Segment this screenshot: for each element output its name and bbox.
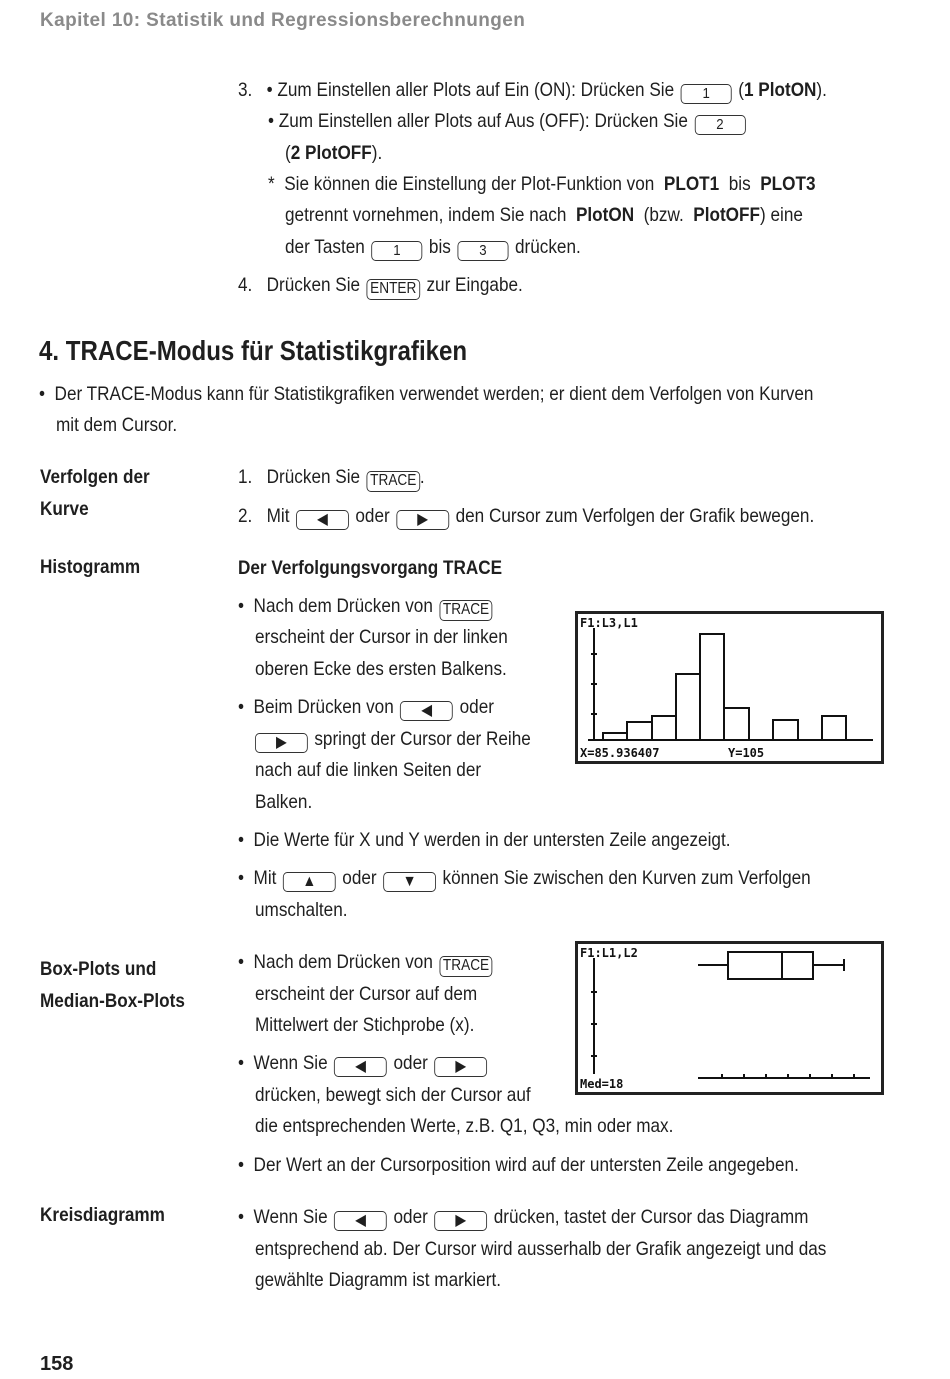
hist-bar: [724, 708, 749, 740]
text: nach auf die linken Seiten der: [255, 759, 482, 781]
hist-bullet-4-line-1: [238, 866, 889, 892]
command-plot-on: PlotON: [575, 204, 635, 226]
key-1: 1: [371, 241, 422, 261]
box-bullet-2-line-2: [255, 1083, 568, 1107]
chapter-header: Kapitel 10: Statistik und Regressionsberechnungen: [40, 10, 526, 31]
text: Mit: [266, 505, 290, 527]
hist-bullet-2-line-2: [255, 727, 568, 753]
note-line-1: [268, 172, 890, 196]
key-left-arrow: ◀: [334, 1211, 387, 1231]
text: Balken.: [255, 791, 313, 813]
text: erscheint der Cursor auf dem: [255, 983, 478, 1005]
step-number: 4.: [238, 274, 253, 296]
box-bullet-1-line-3: [255, 1013, 504, 1037]
text: Der Wert an der Cursorposition wird auf der untersten Zeile angegeben.: [253, 1154, 799, 1176]
bullet: •: [266, 79, 273, 101]
bullet: •: [238, 696, 245, 718]
hist-bar: [603, 733, 627, 740]
text: oberen Ecke des ersten Balkens.: [255, 658, 507, 680]
text: Beim Drücken von: [253, 696, 394, 718]
hist-bullet-2-line-3: [255, 758, 512, 782]
key-3: 3: [457, 241, 508, 261]
key-1: 1: [681, 84, 732, 104]
bullet: •: [238, 1206, 245, 1228]
command-plot3: PLOT3: [760, 173, 816, 195]
note-line-2: [285, 203, 874, 227]
step-4-line: [238, 273, 562, 300]
text: mit dem Cursor.: [56, 414, 178, 436]
text: ).: [371, 142, 383, 164]
box-iqr: [728, 952, 813, 979]
page-number: 158: [40, 1353, 74, 1375]
text: Sie können die Einstellung der Plot-Funktion von: [284, 173, 655, 195]
kreis-line-2: [255, 1237, 904, 1261]
text: (bzw.: [643, 204, 684, 226]
text: gewählte Diagramm ist markiert.: [255, 1269, 502, 1291]
text: ) eine: [759, 204, 803, 226]
note-line-3: [285, 235, 621, 261]
text: (: [285, 142, 291, 164]
text: ).: [816, 79, 827, 101]
hist-bullet-3: [238, 828, 798, 852]
command-plot1: PLOT1: [663, 173, 720, 195]
box-bullet-1-line-2: [255, 982, 508, 1006]
text: Box-Plots und: [40, 958, 157, 980]
text: Mit: [253, 867, 277, 889]
text: entsprechend ab. Der Cursor wird ausserhalb der Grafik angezeigt und das: [255, 1238, 827, 1260]
command-plot-off: 2 PlotOFF: [290, 142, 372, 164]
boxplot-screen: [575, 941, 884, 1095]
box-bullet-3: [238, 1153, 875, 1177]
hist-bar: [700, 634, 724, 740]
hist-bullet-1-line-3: [255, 657, 541, 681]
text: Zum Einstellen aller Plots auf Ein (ON): Drücken Sie: [277, 79, 675, 101]
key-trace: TRACE: [367, 471, 420, 492]
histogram-bars: [603, 634, 846, 740]
hist-bar: [773, 720, 798, 740]
note-asterisk: *: [268, 173, 275, 195]
step-3-line-3: [285, 141, 396, 165]
bullet: •: [268, 110, 275, 132]
step-number: 1.: [238, 466, 253, 488]
text: die entsprechenden Werte, z.B. Q1, Q3, min oder max.: [255, 1115, 674, 1137]
step-3-line-1: [238, 78, 907, 104]
box-bullet-2-line-3: [255, 1114, 730, 1138]
histogram-screen: [575, 611, 884, 764]
screen-y-readout: Y=105: [728, 746, 765, 760]
text: Mittelwert der Stichprobe (x).: [255, 1014, 475, 1036]
text: umschalten.: [255, 899, 348, 921]
step-3-line-2: [268, 109, 813, 135]
text: oder: [393, 1206, 428, 1228]
step-number: 3.: [238, 79, 253, 101]
text: zur Eingabe.: [426, 274, 523, 296]
key-left-arrow: ◀: [400, 701, 453, 721]
text: Verfolgen der: [40, 466, 150, 488]
key-2: 2: [694, 115, 745, 135]
intro-line-1: [39, 382, 919, 406]
text: drücken.: [514, 236, 581, 258]
text: Kreisdiagramm: [40, 1204, 165, 1226]
key-right-arrow: ▶: [434, 1211, 487, 1231]
screen-header-label: F1:L1,L2: [580, 946, 638, 960]
text: Nach dem Drücken von: [253, 951, 433, 973]
hist-bar: [822, 716, 846, 740]
text: Wenn Sie: [253, 1052, 328, 1074]
box-bullet-2-line-1: [238, 1051, 523, 1077]
text: der Tasten: [285, 236, 365, 258]
key-right-arrow: ▶: [255, 733, 308, 753]
key-right-arrow: ▶: [396, 510, 449, 530]
key-down-arrow: ▼: [383, 872, 436, 892]
bullet: •: [238, 1154, 245, 1176]
key-right-arrow: ▶: [434, 1057, 487, 1077]
text: Drücken Sie: [266, 274, 361, 296]
screen-x-readout: X=85.936407: [580, 746, 660, 760]
bullet: •: [238, 867, 245, 889]
text: drücken, bewegt sich der Cursor auf: [255, 1084, 531, 1106]
text: oder: [393, 1052, 428, 1074]
text: können Sie zwischen den Kurven zum Verfolgen: [442, 867, 811, 889]
section-title: 4. TRACE-Modus für Statistikgrafiken: [39, 335, 468, 366]
text: Histogramm: [40, 556, 141, 578]
kreis-line-3: [255, 1268, 535, 1292]
text: oder: [355, 505, 390, 527]
box-plot: [698, 952, 844, 979]
side-heading-kreisdiagramm: [40, 1199, 182, 1231]
key-left-arrow: ◀: [334, 1057, 387, 1077]
screen-median-readout: Med=18: [580, 1077, 624, 1091]
text: (: [738, 79, 744, 101]
text: .: [419, 466, 425, 488]
histogram-plot: [578, 614, 881, 761]
key-up-arrow: ▲: [283, 872, 336, 892]
verfolgen-step-1: [238, 465, 450, 492]
text: bis: [428, 236, 451, 258]
key-trace: TRACE: [439, 600, 492, 621]
hist-bar: [652, 716, 676, 740]
text: oder: [459, 696, 494, 718]
text: erscheint der Cursor in der linken: [255, 626, 508, 648]
screen-header-label: F1:L3,L1: [580, 616, 638, 630]
step-number: 2.: [238, 505, 253, 527]
command-plot-off: PlotOFF: [693, 204, 760, 226]
intro-line-2: [56, 413, 194, 437]
boxplot-plot: [578, 944, 881, 1092]
side-heading-histogramm: [40, 551, 154, 583]
text: Zum Einstellen aller Plots auf Aus (OFF): Drücken Sie: [278, 110, 688, 132]
bullet: •: [39, 383, 46, 405]
verfolgen-step-2: [238, 504, 893, 530]
key-trace: TRACE: [439, 956, 492, 977]
kreis-line-1: [238, 1205, 886, 1231]
text: Nach dem Drücken von: [253, 595, 433, 617]
text: drücken, tastet der Cursor das Diagramm: [493, 1206, 809, 1228]
side-heading-boxplots: [40, 953, 205, 1017]
subheading-trace: [238, 556, 538, 580]
text: oder: [342, 867, 377, 889]
hist-bullet-2-line-4: [255, 790, 320, 814]
text: bis: [728, 173, 751, 195]
key-enter: ENTER: [367, 279, 420, 300]
text: Median-Box-Plots: [40, 990, 185, 1012]
text: getrennt vornehmen, indem Sie nach: [285, 204, 567, 226]
box-bullet-1-line-1: [238, 950, 529, 977]
text: Der Verfolgungsvorgang TRACE: [238, 557, 503, 579]
text: Kurve: [40, 498, 89, 520]
bullet: •: [238, 829, 245, 851]
side-heading-verfolgen: [40, 461, 165, 525]
hist-bar: [676, 674, 700, 740]
text: Die Werte für X und Y werden in der untersten Zeile angezeigt.: [253, 829, 731, 851]
section-heading: [39, 335, 537, 367]
hist-bullet-1-line-2: [255, 625, 542, 649]
text: Drücken Sie: [266, 466, 361, 488]
key-left-arrow: ◀: [296, 510, 349, 530]
hist-bullet-2-line-1: [238, 695, 529, 721]
bullet: •: [238, 595, 245, 617]
bullet: •: [238, 1052, 245, 1074]
text: springt der Cursor der Reihe: [314, 728, 531, 750]
hist-bar: [627, 722, 652, 740]
hist-bullet-1-line-1: [238, 594, 529, 621]
text: Wenn Sie: [253, 1206, 328, 1228]
command-plot-on: 1 PlotON: [743, 79, 817, 101]
text: den Cursor zum Verfolgen der Grafik bewegen.: [455, 505, 815, 527]
text: Der TRACE-Modus kann für Statistikgrafiken verwendet werden; er dient dem Verfolgen von Kurven: [54, 383, 814, 405]
hist-bullet-4-line-2: [255, 898, 360, 922]
bullet: •: [238, 951, 245, 973]
